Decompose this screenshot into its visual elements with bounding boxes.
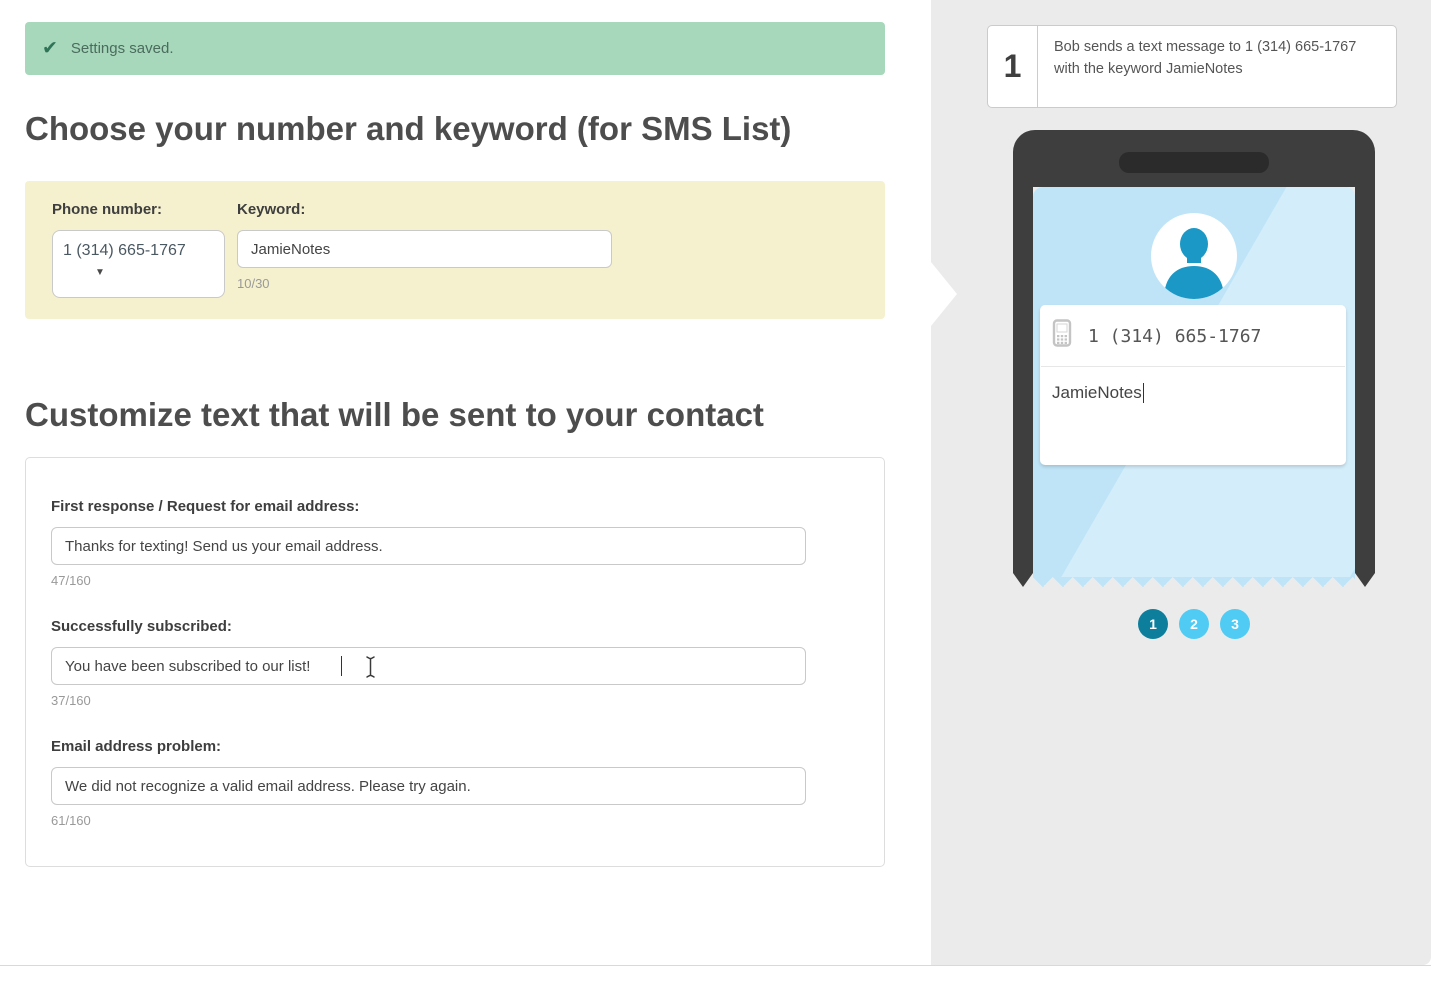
text-caret (341, 656, 342, 676)
phone-screen (1033, 187, 1355, 587)
mobile-phone-icon (1052, 319, 1073, 353)
phone-frame-body (1013, 187, 1375, 587)
success-banner-text: Settings saved. (70, 40, 174, 57)
first-response-char-counter: 47/160 (51, 573, 91, 589)
ibeam-cursor-icon (365, 655, 376, 684)
keyword-input[interactable] (237, 230, 612, 268)
email-problem-char-counter: 61/160 (51, 813, 91, 829)
step-pagination (1013, 609, 1375, 639)
phone-number-selected-value: 1 (314) 665-1767 (63, 242, 186, 260)
keyword-label: Keyword: (237, 201, 306, 219)
subscribed-label: Successfully subscribed: (51, 618, 232, 636)
step-description: Bob sends a text message to 1 (314) 665-1767 with the keyword JamieNotes (1054, 39, 1357, 77)
phone-number-select[interactable] (52, 230, 225, 298)
sms-recipient-number: 1 (314) 665-1767 (1088, 325, 1262, 347)
chevron-down-icon: ▼ (95, 267, 105, 279)
subscribed-input-wrap (51, 647, 806, 685)
step-dot-1[interactable]: 1 (1138, 609, 1168, 639)
success-banner (25, 22, 885, 75)
sms-recipient-row (1040, 305, 1346, 366)
custom-texts-card (25, 457, 885, 867)
first-response-input[interactable] (51, 527, 806, 565)
panel-arrow-notch (931, 262, 957, 326)
first-response-label: First response / Request for email address: (51, 498, 360, 516)
phone-frame-left-rail (1013, 187, 1033, 587)
keyword-char-counter: 10/30 (237, 276, 270, 292)
phone-frame-top (1013, 130, 1375, 187)
section-heading-customize-text: Customize text that will be sent to your contact (25, 396, 764, 434)
subscribed-input[interactable] (51, 647, 806, 685)
subscribed-char-counter: 37/160 (51, 693, 91, 709)
torn-edge (1033, 577, 1355, 587)
contact-avatar-icon (1151, 213, 1237, 304)
preview-panel (931, 0, 1431, 965)
step-number: 1 (988, 26, 1038, 107)
sms-message-caret (1143, 383, 1144, 403)
email-problem-input[interactable] (51, 767, 806, 805)
phone-mockup (1013, 130, 1375, 587)
sms-compose-card (1040, 305, 1346, 465)
step-dot-2[interactable]: 2 (1179, 609, 1209, 639)
step-callout (987, 25, 1397, 108)
first-response-field (51, 498, 859, 588)
phone-frame-right-rail (1355, 187, 1375, 587)
subscribed-field (51, 618, 859, 708)
phone-screen-background (1033, 187, 1355, 577)
section-heading-number-keyword: Choose your number and keyword (for SMS List) (25, 110, 792, 147)
phone-number-label: Phone number: (52, 201, 163, 219)
sms-message-text: JamieNotes (1052, 383, 1142, 402)
email-problem-field (51, 738, 859, 828)
number-keyword-panel (25, 181, 885, 319)
phone-number-column (52, 201, 225, 298)
sms-message-row (1040, 367, 1346, 419)
phone-speaker (1119, 152, 1269, 173)
check-icon: ✔ (42, 38, 58, 59)
email-problem-label: Email address problem: (51, 738, 222, 756)
keyword-column (237, 201, 612, 298)
step-dot-3[interactable]: 3 (1220, 609, 1250, 639)
